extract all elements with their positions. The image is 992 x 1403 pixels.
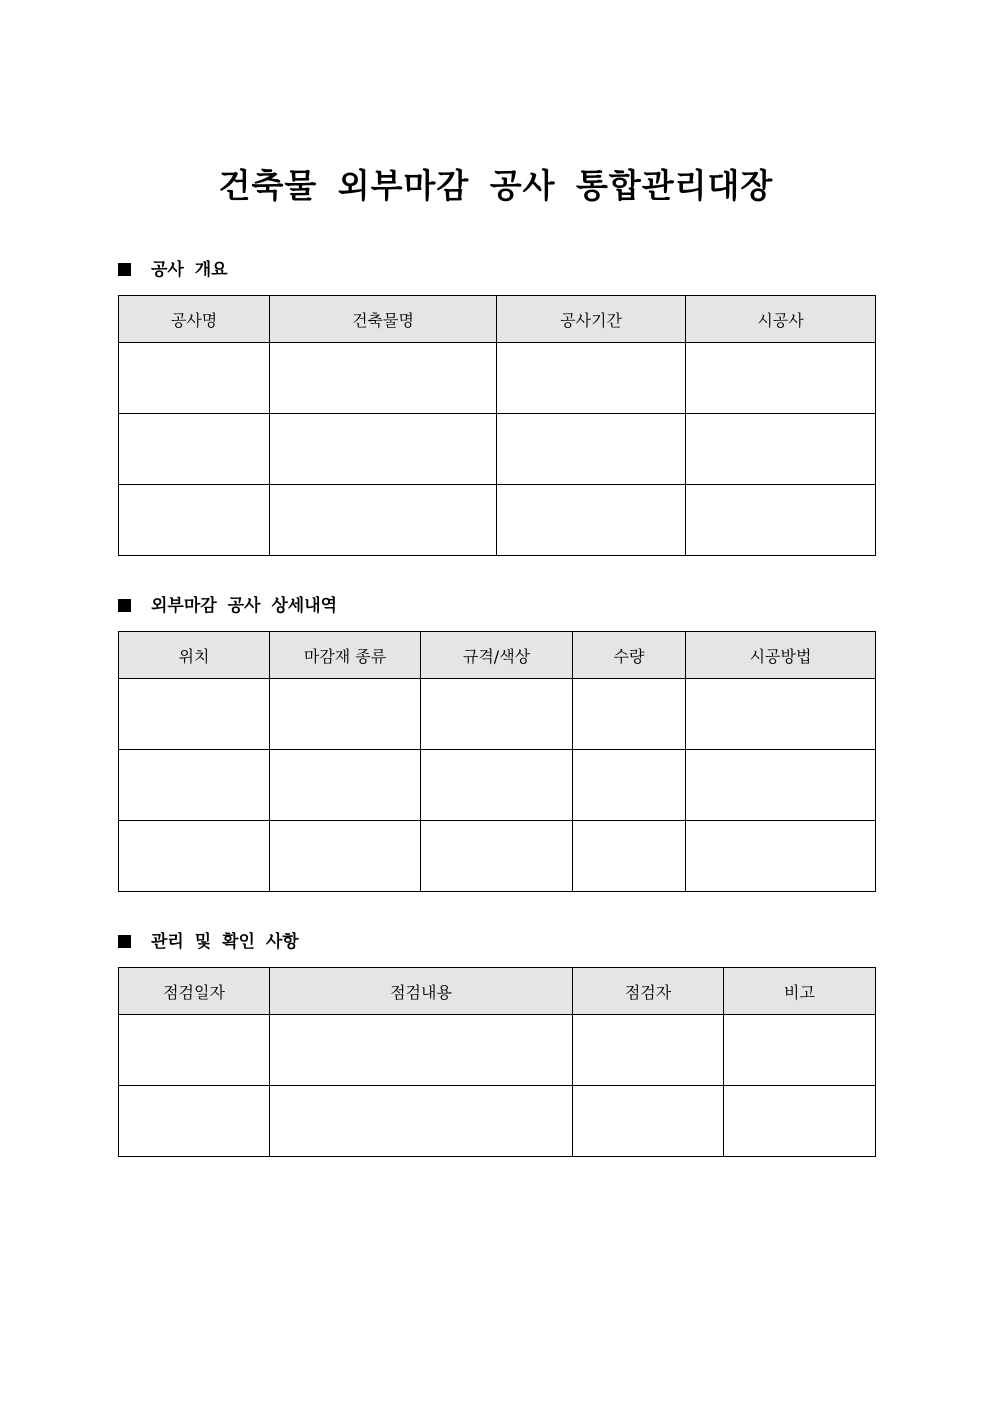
table-cell[interactable]	[270, 750, 421, 821]
column-header-location: 위치	[119, 632, 270, 679]
table-cell[interactable]	[724, 1015, 876, 1086]
table-row	[119, 1086, 876, 1157]
table-cell[interactable]	[573, 1015, 724, 1086]
table-cell[interactable]	[119, 821, 270, 892]
table-row	[119, 343, 876, 414]
table-cell[interactable]	[119, 414, 270, 485]
square-bullet-icon	[118, 263, 131, 276]
table-cell[interactable]	[686, 679, 876, 750]
table-cell[interactable]	[119, 485, 270, 556]
table-row	[119, 679, 876, 750]
table-row	[119, 1015, 876, 1086]
column-header-method: 시공방법	[686, 632, 876, 679]
table-row	[119, 414, 876, 485]
table-cell[interactable]	[119, 1015, 270, 1086]
table-cell[interactable]	[270, 679, 421, 750]
table-cell[interactable]	[270, 1015, 573, 1086]
section-heading-label: 외부마감 공사 상세내역	[151, 596, 338, 616]
table-row	[119, 821, 876, 892]
section-heading-inspection	[118, 930, 299, 954]
table-cell[interactable]	[686, 343, 876, 414]
table-cell[interactable]	[119, 343, 270, 414]
table-cell[interactable]	[573, 679, 686, 750]
table-cell[interactable]	[686, 750, 876, 821]
column-header-material-type: 마감재 종류	[270, 632, 421, 679]
table-cell[interactable]	[119, 750, 270, 821]
table-cell[interactable]	[421, 679, 573, 750]
column-header-inspection-content: 점검내용	[270, 968, 573, 1015]
square-bullet-icon	[118, 599, 131, 612]
overview-table	[118, 295, 876, 556]
column-header-project-name: 공사명	[119, 296, 270, 343]
column-header-period: 공사기간	[497, 296, 686, 343]
finish-details-table	[118, 631, 876, 892]
section-heading-label: 관리 및 확인 사항	[151, 932, 299, 952]
table-cell[interactable]	[686, 414, 876, 485]
table-cell[interactable]	[270, 343, 497, 414]
table-cell[interactable]	[497, 485, 686, 556]
table-row	[119, 750, 876, 821]
table-cell[interactable]	[421, 750, 573, 821]
table-cell[interactable]	[270, 821, 421, 892]
section-heading-label: 공사 개요	[151, 260, 228, 280]
table-cell[interactable]	[573, 821, 686, 892]
column-header-inspector: 점검자	[573, 968, 724, 1015]
table-cell[interactable]	[270, 485, 497, 556]
square-bullet-icon	[118, 935, 131, 948]
table-cell[interactable]	[686, 485, 876, 556]
inspection-table	[118, 967, 876, 1157]
table-header-row	[119, 632, 876, 679]
table-cell[interactable]	[270, 414, 497, 485]
table-cell[interactable]	[573, 750, 686, 821]
table-cell[interactable]	[686, 821, 876, 892]
column-header-quantity: 수량	[573, 632, 686, 679]
table-row	[119, 485, 876, 556]
table-cell[interactable]	[573, 1086, 724, 1157]
column-header-remarks: 비고	[724, 968, 876, 1015]
table-cell[interactable]	[497, 414, 686, 485]
document-title: 건축물 외부마감 공사 통합관리대장	[218, 166, 774, 205]
section-heading-finish-details	[118, 594, 337, 618]
table-cell[interactable]	[421, 821, 573, 892]
table-cell[interactable]	[497, 343, 686, 414]
column-header-spec-color: 규격/색상	[421, 632, 573, 679]
column-header-building-name: 건축물명	[270, 296, 497, 343]
column-header-inspection-date: 점검일자	[119, 968, 270, 1015]
section-heading-overview	[118, 258, 228, 282]
table-cell[interactable]	[270, 1086, 573, 1157]
table-header-row	[119, 968, 876, 1015]
column-header-contractor: 시공사	[686, 296, 876, 343]
table-cell[interactable]	[119, 679, 270, 750]
table-cell[interactable]	[119, 1086, 270, 1157]
table-header-row	[119, 296, 876, 343]
table-cell[interactable]	[724, 1086, 876, 1157]
